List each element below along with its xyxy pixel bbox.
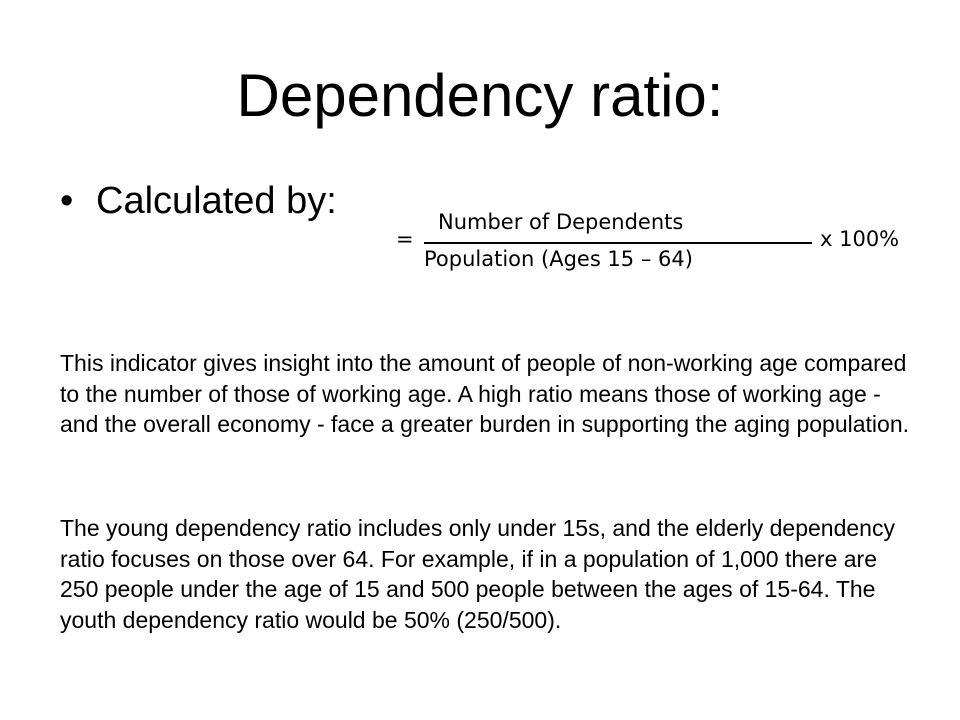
formula-equals-sign: = (396, 227, 414, 251)
formula-numerator: Number of Dependents (438, 210, 684, 234)
bullet-text: Calculated by: (96, 180, 337, 222)
bullet-marker: • (60, 180, 74, 222)
paragraph-young-elderly-example: The young dependency ratio includes only under 15s, and the elderly dependency ratio focuses on those over 64. For example, if in a population of 1,000 there are 250 people under the age of 15 and 500 people between the ages of 15-64. The youth dependency ratio would be 50% (250/500). (60, 515, 895, 633)
bullet-item (60, 178, 337, 224)
formula-denominator: Population (Ages 15 – 64) (424, 247, 693, 271)
slide-title: Dependency ratio: (236, 62, 724, 129)
fraction-bar (424, 242, 812, 244)
paragraph-indicator-description: This indicator gives insight into the amount of people of non-working age compared to the number of those of working age. A high ratio means those of working age - and the overall economy - face a greater burden in supporting the aging population. (60, 350, 910, 437)
formula-multiplier: x 100% (820, 227, 900, 251)
dependency-ratio-formula (396, 205, 916, 285)
